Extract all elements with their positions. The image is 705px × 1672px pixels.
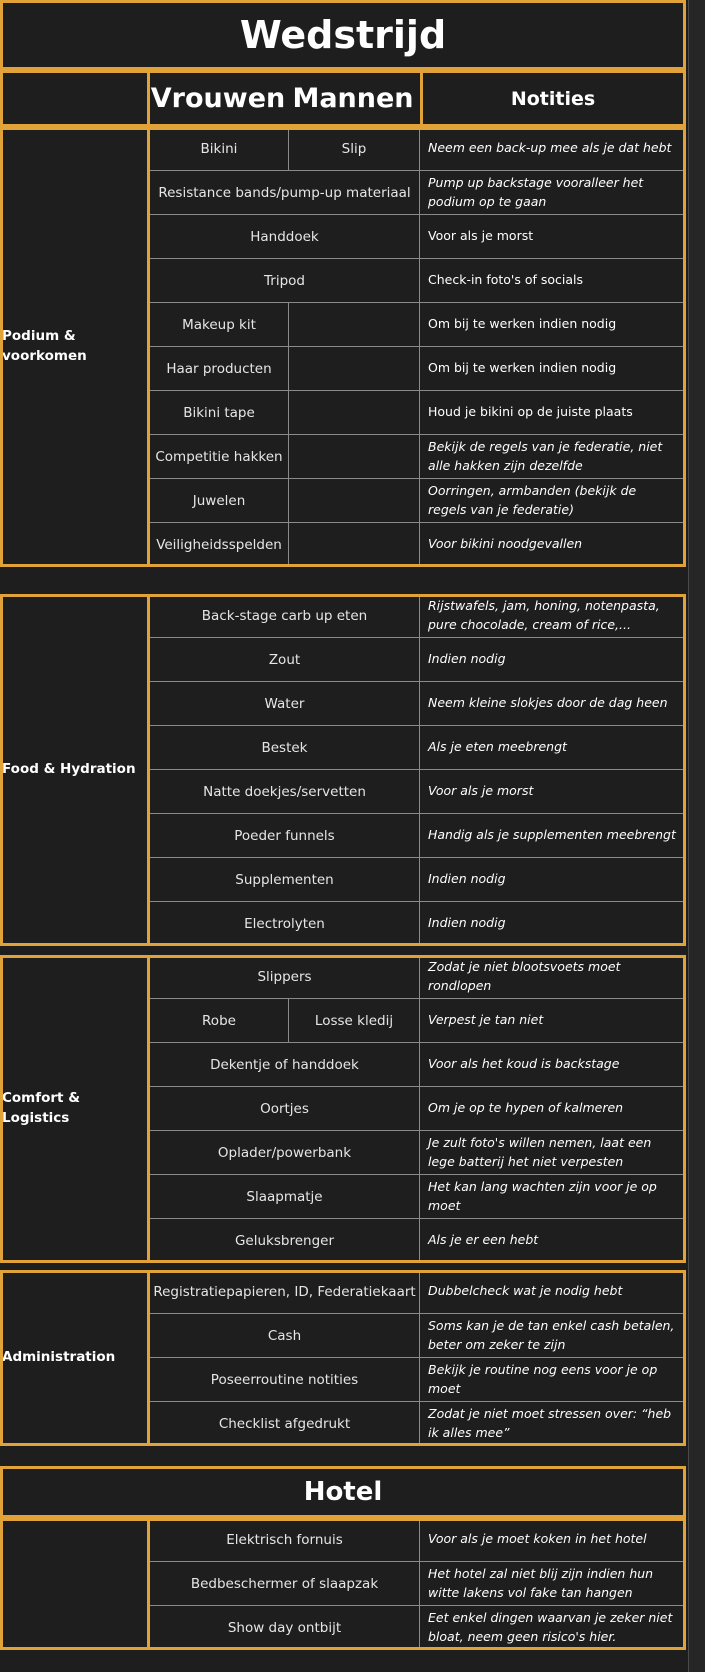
header-notes: Notities xyxy=(510,87,596,110)
section-0-item-women: Bikini xyxy=(150,127,289,171)
page-title: Wedstrijd xyxy=(0,0,686,70)
section-0-item: Handdoek xyxy=(150,215,420,259)
section-2-note: Om je op te hypen of kalmeren xyxy=(420,1087,686,1131)
section-2-item-women: Robe xyxy=(150,999,289,1043)
section-0-item: Resistance bands/pump-up materiaal xyxy=(150,171,420,215)
section-1-item: Back-stage carb up eten xyxy=(150,594,420,638)
section-0-note: Om bij te werken indien nodig xyxy=(420,303,686,347)
section-label: Administration xyxy=(2,1349,116,1366)
hotel-item: Show day ontbijt xyxy=(150,1606,420,1650)
section-0-item-men: Slip xyxy=(289,127,420,171)
section-2-note: Voor als het koud is backstage xyxy=(420,1043,686,1087)
section-2-item: Dekentje of handdoek xyxy=(150,1043,420,1087)
hotel-note: Het hotel zal niet blij zijn indien hun witte lakens vol fake tan hangen xyxy=(420,1562,686,1606)
section-0-item-women: Bikini tape xyxy=(150,391,289,435)
section-1-item: Bestek xyxy=(150,726,420,770)
section-0-note: Houd je bikini op de juiste plaats xyxy=(420,391,686,435)
section-0-note: Oorringen, armbanden (bekijk de regels van je federatie) xyxy=(420,479,686,523)
section-0-note: Bekijk de regels van je federatie, niet alle hakken zijn dezelfde xyxy=(420,435,686,479)
section-3-note: Soms kan je de tan enkel cash betalen, beter om zeker te zijn xyxy=(420,1314,686,1358)
section-1-note: Voor als je morst xyxy=(420,770,686,814)
section-2-item: Oortjes xyxy=(150,1087,420,1131)
section-0-item-women: Competitie hakken xyxy=(150,435,289,479)
hotel-note: Voor als je moet koken in het hotel xyxy=(420,1518,686,1562)
hotel-item: Elektrisch fornuis xyxy=(150,1518,420,1562)
section-0-item-men xyxy=(289,391,420,435)
section-3-item: Checklist afgedrukt xyxy=(150,1402,420,1446)
header-category-blank xyxy=(0,70,150,127)
section-1-item: Natte doekjes/servetten xyxy=(150,770,420,814)
section-1-note: Rijstwafels, jam, honing, notenpasta, pure chocolade, cream of rice,... xyxy=(420,594,686,638)
section-2-note: Verpest je tan niet xyxy=(420,999,686,1043)
section-1-item: Poeder funnels xyxy=(150,814,420,858)
header-women: Vrouwen xyxy=(150,83,286,114)
hotel-note: Eet enkel dingen waarvan je zeker niet bloat, neem geen risico's hier. xyxy=(420,1606,686,1650)
section-1-item: Supplementen xyxy=(150,858,420,902)
section-2-item: Slaapmatje xyxy=(150,1175,420,1219)
section-0-note: Voor bikini noodgevallen xyxy=(420,523,686,567)
section-label: Comfort & Logistics xyxy=(2,1090,80,1126)
section-0-item-men xyxy=(289,479,420,523)
section-1-item: Water xyxy=(150,682,420,726)
section-2-item: Oplader/powerbank xyxy=(150,1131,420,1175)
section-0-note: Om bij te werken indien nodig xyxy=(420,347,686,391)
section-3-note: Dubbelcheck wat je nodig hebt xyxy=(420,1270,686,1314)
section-2-note: Het kan lang wachten zijn voor je op moet xyxy=(420,1175,686,1219)
hotel-label xyxy=(0,1518,150,1650)
section-1-item: Zout xyxy=(150,638,420,682)
section-0-note: Neem een back-up mee als je dat hebt xyxy=(420,127,686,171)
section-2-note: Als je er een hebt xyxy=(420,1219,686,1263)
section-2-note: Zodat je niet blootsvoets moet rondlopen xyxy=(420,955,686,999)
section-label: Podium & voorkomen xyxy=(2,328,87,364)
section-0-item-women: Haar producten xyxy=(150,347,289,391)
section-2-item: Geluksbrenger xyxy=(150,1219,420,1263)
section-0-item-women: Veiligheidsspelden xyxy=(150,523,289,567)
section-0-note: Voor als je morst xyxy=(420,215,686,259)
section-0-note: Check-in foto's of socials xyxy=(420,259,686,303)
section-0-item: Tripod xyxy=(150,259,420,303)
header-men: Mannen xyxy=(292,83,414,114)
section-1-note: Indien nodig xyxy=(420,638,686,682)
section-1-note: Handig als je supplementen meebrengt xyxy=(420,814,686,858)
section-1-note: Indien nodig xyxy=(420,902,686,946)
section-1-note: Indien nodig xyxy=(420,858,686,902)
section-0-item-women: Makeup kit xyxy=(150,303,289,347)
section-0-item-men xyxy=(289,347,420,391)
section-0-item-women: Juwelen xyxy=(150,479,289,523)
section-0-item-men xyxy=(289,435,420,479)
section-1-item: Electrolyten xyxy=(150,902,420,946)
hotel-title: Hotel xyxy=(0,1466,686,1518)
section-3-item: Registratiepapieren, ID, Federatiekaart xyxy=(150,1270,420,1314)
section-3-item: Cash xyxy=(150,1314,420,1358)
section-1-note: Neem kleine slokjes door de dag heen xyxy=(420,682,686,726)
section-3-note: Bekijk je routine nog eens voor je op moet xyxy=(420,1358,686,1402)
section-2-item-men: Losse kledij xyxy=(289,999,420,1043)
section-3-note: Zodat je niet moet stressen over: “heb ik alles mee” xyxy=(420,1402,686,1446)
section-1-note: Als je eten meebrengt xyxy=(420,726,686,770)
section-0-item-men xyxy=(289,303,420,347)
hotel-item: Bedbeschermer of slaapzak xyxy=(150,1562,420,1606)
section-2-item: Slippers xyxy=(150,955,420,999)
section-0-item-men xyxy=(289,523,420,567)
section-0-note: Pump up backstage vooralleer het podium op te gaan xyxy=(420,171,686,215)
adjacent-column-strip xyxy=(688,0,705,1672)
section-label: Food & Hydration xyxy=(2,761,136,778)
section-3-item: Poseerroutine notities xyxy=(150,1358,420,1402)
section-2-note: Je zult foto's willen nemen, laat een lege batterij het niet verpesten xyxy=(420,1131,686,1175)
